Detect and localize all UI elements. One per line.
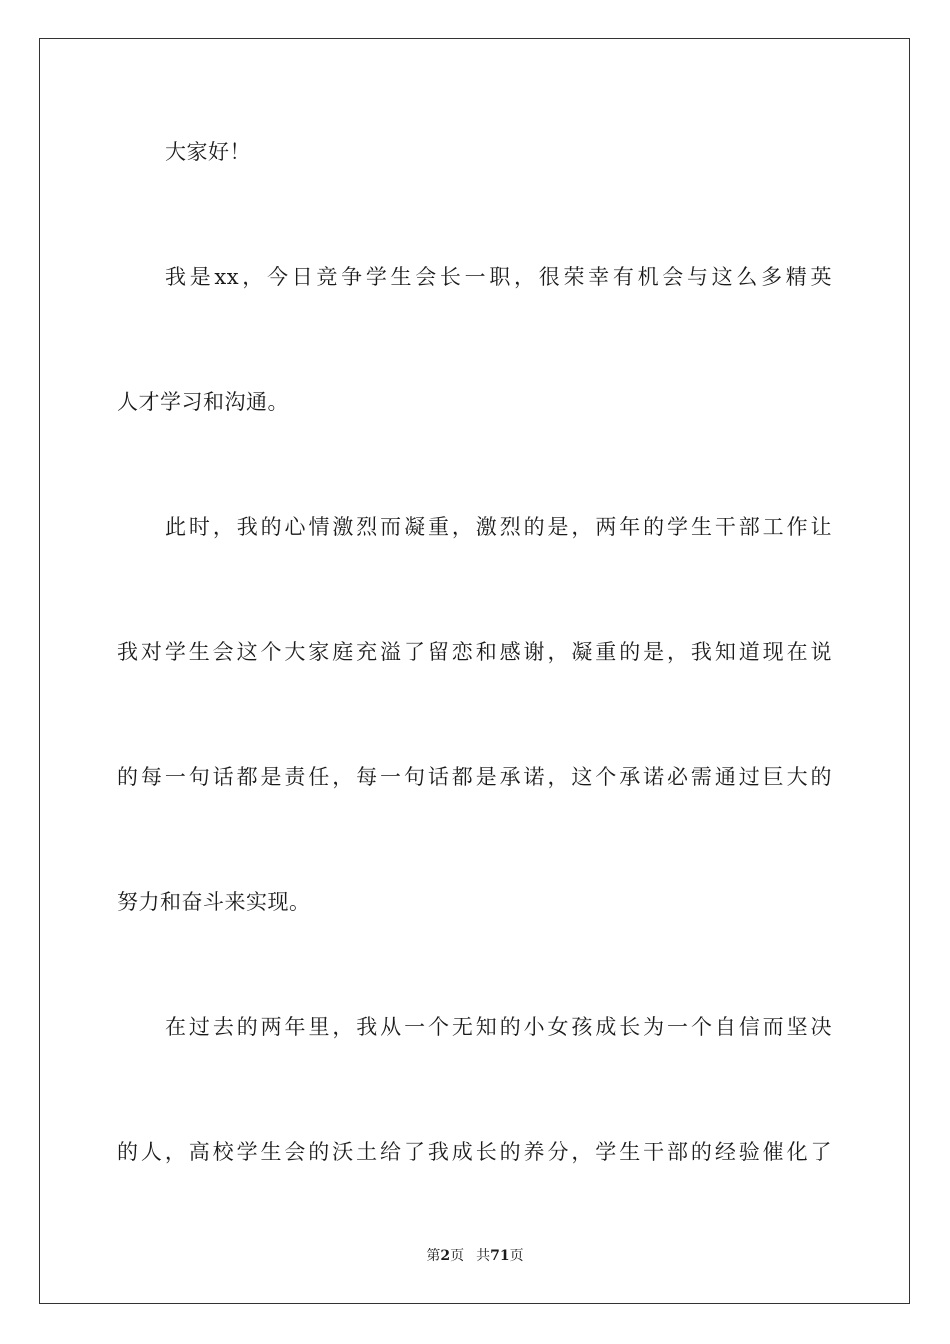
greeting-line: 大家好！ [165, 140, 251, 164]
paragraph-2-line-2: 我对学生会这个大家庭充溢了留恋和感谢，凝重的是，我知道现在说 [117, 640, 832, 664]
page-suffix: 页 [450, 1248, 465, 1264]
paragraph-3-line-2: 的人，高校学生会的沃土给了我成长的养分，学生干部的经验催化了 [117, 1140, 832, 1164]
total-suffix: 页 [509, 1248, 524, 1264]
total-pages: 71 [490, 1248, 510, 1264]
total-prefix: 共 [476, 1248, 491, 1264]
page-frame [39, 38, 910, 1304]
paragraph-1-line-1: 我是xx，今日竞争学生会长一职，很荣幸有机会与这么多精英 [165, 265, 832, 289]
paragraph-2-line-4: 努力和奋斗来实现。 [117, 890, 311, 914]
page-prefix: 第 [426, 1248, 441, 1264]
paragraph-1-line-2: 人才学习和沟通。 [117, 390, 289, 414]
page-number: 2 [440, 1248, 451, 1264]
page-footer [0, 1247, 950, 1265]
paragraph-2-line-3: 的每一句话都是责任，每一句话都是承诺，这个承诺必需通过巨大的 [117, 765, 832, 789]
paragraph-3-line-1: 在过去的两年里，我从一个无知的小女孩成长为一个自信而坚决 [165, 1015, 832, 1039]
paragraph-2-line-1: 此时，我的心情激烈而凝重，激烈的是，两年的学生干部工作让 [165, 515, 832, 539]
